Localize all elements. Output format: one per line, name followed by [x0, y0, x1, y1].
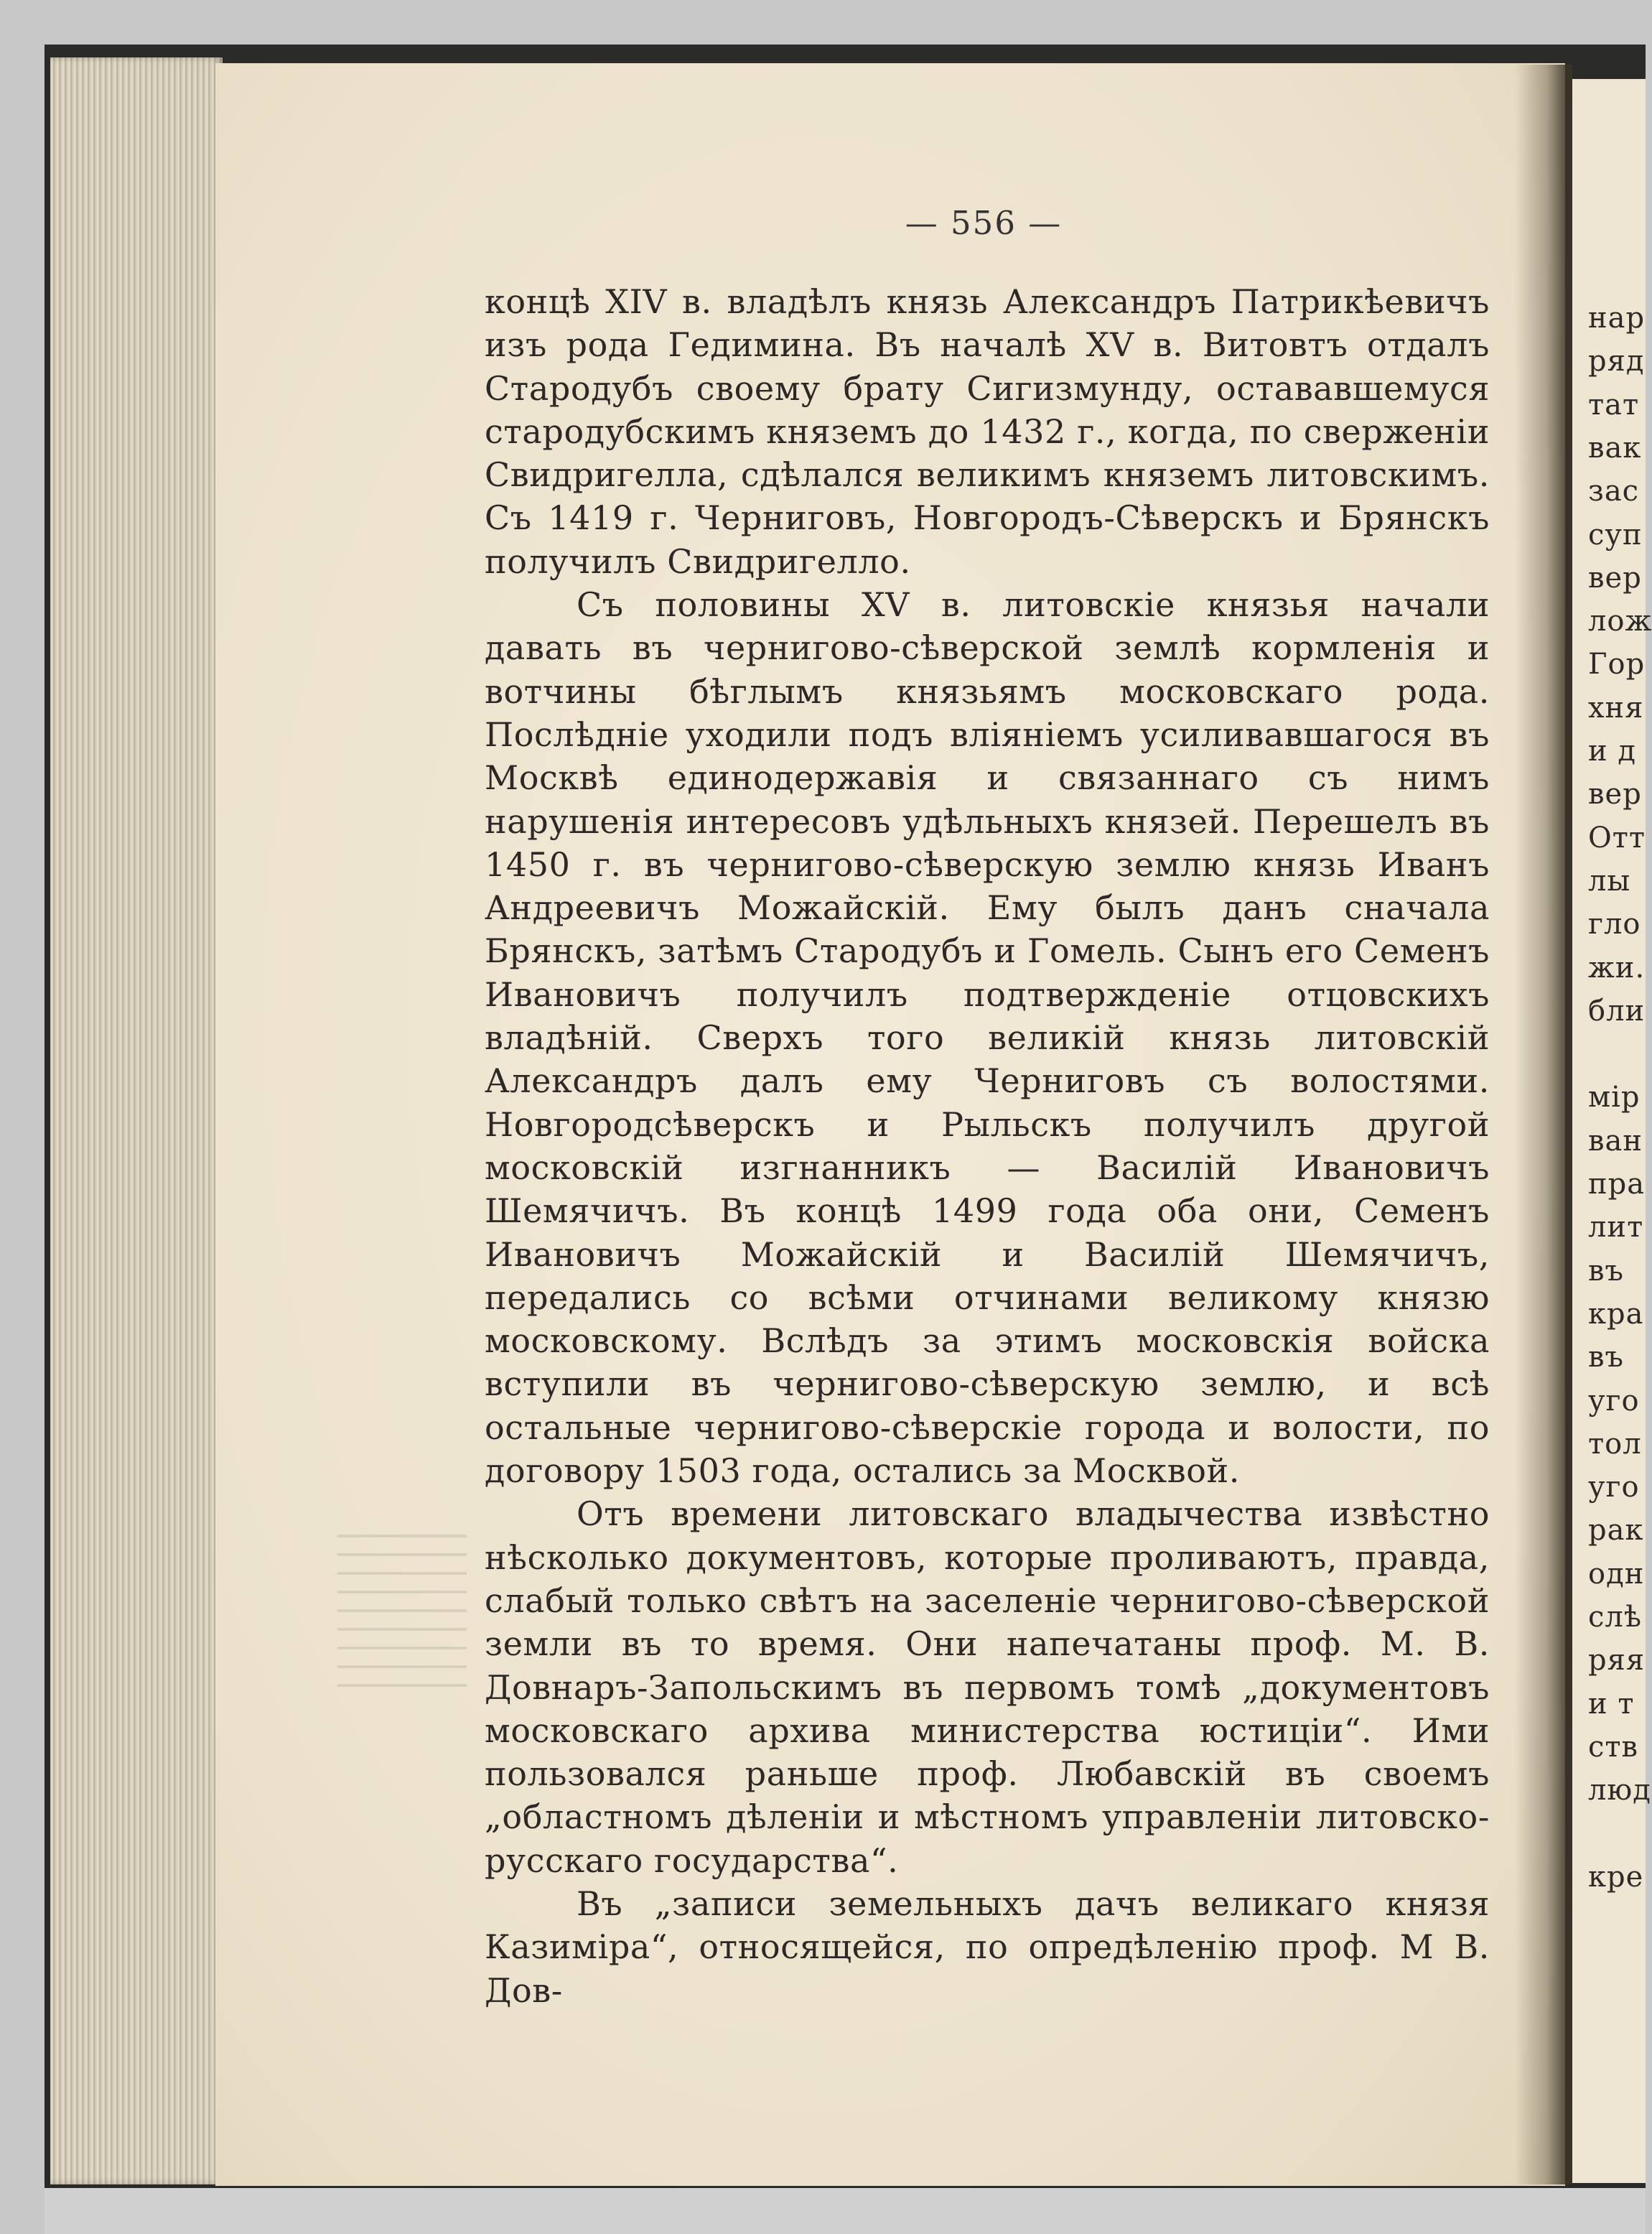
facing-page-line: суп	[1588, 518, 1643, 551]
facing-page-line: вак	[1588, 431, 1642, 465]
facing-page-line: тат	[1588, 388, 1640, 422]
facing-page-line: Отт	[1588, 821, 1646, 855]
facing-page	[1572, 79, 1652, 2183]
facing-page-line: уго	[1588, 1384, 1640, 1418]
facing-page-line: мір	[1588, 1081, 1641, 1114]
paragraph-1: концѣ XIV в. владѣлъ князь Александръ Патрикѣевичъ изъ рода Гедимина. Въ началѣ XV в. Витовтъ отдалъ Стародубъ своему брату Сигизмунду, остававшемуся стародубскимъ княземъ до 1432 г., когда, по сверженіи Свидригелла, сдѣлался великимъ княземъ литовскимъ. Съ 1419 г. Черниговъ, Новгородъ-Сѣверскъ и Брянскъ получилъ Свидригелло.	[485, 282, 1490, 581]
body-text	[485, 280, 1490, 2012]
facing-page-line: хня	[1588, 691, 1644, 725]
facing-page-line: люд	[1588, 1774, 1651, 1807]
paragraph-3: Отъ времени литовскаго владычества извѣстно нѣсколько документовъ, которые проливаютъ, правда, слабый только свѣтъ на заселеніе черниговo-сѣверской земли въ то время. Они напечатаны проф. М. В. Довнаръ-Запольскимъ въ первомъ томѣ „документовъ московскаго архива министерства юстиціи“. Ими пользовался раньше проф. Любавскій въ своемъ „областномъ дѣленіи и мѣстномъ управленіи литовско-русскаго государства“.	[485, 1494, 1490, 1880]
facing-page-line: Гор	[1588, 648, 1646, 681]
facing-page-line: жи.	[1588, 951, 1646, 985]
facing-page-line: въ	[1588, 1341, 1624, 1374]
facing-page-line: пра	[1588, 1168, 1646, 1201]
scan-bottom-margin	[45, 2188, 1646, 2234]
facing-page-line: лы	[1588, 864, 1631, 898]
facing-page-line: вер	[1588, 561, 1642, 595]
facing-page-line: слѣ	[1588, 1601, 1642, 1634]
facing-page-line: кра	[1588, 1297, 1644, 1331]
facing-page-line: ряд	[1588, 345, 1645, 378]
facing-page-line: одн	[1588, 1557, 1645, 1591]
facing-page-line: зас	[1588, 475, 1640, 508]
facing-page-line: ван	[1588, 1124, 1643, 1158]
bleed-through-marginalia	[337, 1519, 467, 1698]
facing-page-line: нар	[1588, 302, 1646, 335]
facing-page-line: бли	[1588, 994, 1646, 1028]
book-gutter	[1515, 65, 1572, 2184]
facing-page-line: лит	[1588, 1211, 1644, 1244]
facing-page-line: уго	[1588, 1471, 1640, 1504]
facing-page-line: вер	[1588, 778, 1642, 811]
facing-page-line: рак	[1588, 1514, 1644, 1547]
facing-page-line: кре	[1588, 1860, 1644, 1894]
facing-page-line: ряя	[1588, 1644, 1646, 1677]
paragraph-4: Въ „записи земельныхъ дачъ великаго князя Казиміра“, относящейся, по опредѣленію проф. М В. Дов-	[485, 1884, 1490, 2010]
book-page-edges	[50, 57, 223, 2184]
facing-page-line: тол	[1588, 1427, 1642, 1461]
facing-page-line: въ	[1588, 1254, 1624, 1288]
facing-page-line: и т	[1588, 1687, 1635, 1721]
facing-page-line: и д	[1588, 735, 1637, 768]
facing-page-line: лож	[1588, 605, 1652, 638]
paragraph-2: Съ половины XV в. литовскіе князья начали давать въ черниговo-сѣверской землѣ кормленія и вотчины бѣглымъ князьямъ московскаго рода. Послѣдніе уходили подъ вліяніемъ усиливавшагося въ Москвѣ единодержавія и связаннаго съ нимъ нарушенія интересовъ удѣльныхъ князей. Перешелъ въ 1450 г. въ черниговo-сѣверскую землю князь Иванъ Андреевичъ Можайскій. Ему былъ данъ сначала Брянскъ, затѣмъ Стародубъ и Гомель. Сынъ его Семенъ Ивановичъ получилъ подтвержденіе отцовскихъ владѣній. Сверхъ того великій князь литовскій Александръ далъ ему Черниговъ съ волостями. Новгородсѣверскъ и Рыльскъ получилъ другой московскій изгнанникъ — Василій Ивановичъ Шемячичъ. Въ концѣ 1499 года оба они, Семенъ Ивановичъ Можайскій и Василій Шемячичъ, передались со всѣми отчинами великому князю московскому. Вслѣдъ за этимъ московскія войска вступили въ черниговo-сѣверскую землю, и всѣ остальные черниговo-сѣверскіе города и волости, по договору 1503 года, остались за Москвой.	[485, 585, 1490, 1491]
page-number: — 556 —	[905, 204, 1063, 242]
facing-page-line: гло	[1588, 908, 1641, 941]
facing-page-line: ств	[1588, 1730, 1639, 1764]
